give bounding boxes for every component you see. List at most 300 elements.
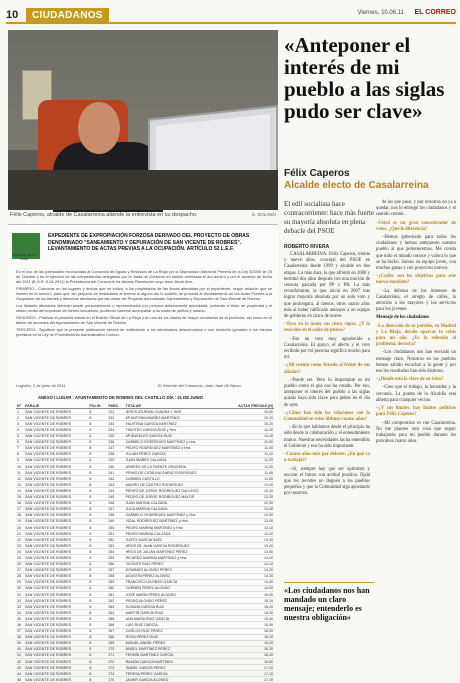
table-cell: 21: [16, 531, 24, 537]
table-cell: 239: [107, 457, 124, 463]
table-cell: 43: [16, 665, 24, 671]
table-cell: HROS DE JULIÁN MARTÍNEZ PÉREZ: [125, 549, 225, 555]
table-cell: 8: [88, 439, 107, 445]
table-cell: RICARDO MARINA MARTÍNEZ y Hns: [125, 555, 225, 561]
table-cell: SAN VICENTE DE ROBRES: [24, 665, 88, 671]
table-cell: SAN VICENTE DE ROBRES: [24, 494, 88, 500]
article-paragraph: –En lo que hablamos desde el principio ha sido desde la colaboración y el entendimiento mutuo. Nuestras necesidades las ha entendido el Gobierno y eso ha sido importante.: [284, 425, 370, 449]
table-cell: 8: [88, 482, 107, 488]
table-cell: 8: [88, 512, 107, 518]
table-cell: 257: [107, 567, 124, 573]
table-cell: JUSTO GARCÍA SAEZ: [125, 537, 225, 543]
table-cell: 16,50: [225, 659, 274, 665]
table-cell: 232: [107, 415, 124, 421]
table-cell: 8: [88, 488, 107, 494]
table-cell: 250: [107, 524, 124, 530]
table-cell: 8: [88, 409, 107, 415]
table-cell: 16,30: [225, 646, 274, 652]
table-cell: AGUSTÍN PÉREZ ALONSO: [125, 573, 225, 579]
article-paragraph: –Hemos gobernado para todos los ciudadanos y hemos antepuesto nuestro pueblo al que pertenecemos. Me consta que todo el mundo conoce y valora lo que se ha hecho. Somos un equipo joven, con muchas ganas y con proyectos nuevos.: [376, 235, 456, 272]
table-cell: 8: [88, 464, 107, 470]
table-cell: SAN VICENTE DE ROBRES: [24, 652, 88, 658]
table-header-cell: ACTAS PREVIAS (H): [225, 403, 274, 409]
table-cell: 260: [107, 585, 124, 591]
table-cell: RAMÓN GARCÍA MARTÍNEZ: [125, 659, 225, 665]
table-cell: DOMINGO ALONSO PÉREZ: [125, 567, 225, 573]
table-cell: 17: [16, 506, 24, 512]
table-cell: SAN VICENTE DE ROBRES: [24, 567, 88, 573]
table-cell: 10,00: [225, 409, 274, 415]
table-cell: ROSA PÉREZ RUIZ: [125, 634, 225, 640]
table-cell: SAN VICENTE DE ROBRES: [24, 659, 88, 665]
table-cell: SAN VICENTE DE ROBRES: [24, 470, 88, 476]
table-cell: 8: [88, 537, 107, 543]
table-cell: 8: [88, 598, 107, 604]
table-cell: 13,50: [225, 549, 274, 555]
table-cell: 34: [16, 610, 24, 616]
notice-paragraph: En el uso de las potestades reconocidas al Consorcio de Aguas y Residuos de La Rioja por la Disposición Adicional Primera de la Ley 5/2000 de 25 de Octubre y en el ejercicio de las competencias delegadas por la Junta de Gobierno en sesión celebrada el día tercero y por el acuerdo de fecha del 2011 (B.O.R. 5-04-2011) la Presidencia del Consorcio ha dictado Resolución cuyo tenor literal dice:: [16, 269, 272, 284]
table-cell: 31: [16, 592, 24, 598]
table-cell: LUIS RUIZ GARCÍA: [125, 622, 225, 628]
table-cell: 16,10: [225, 634, 274, 640]
table-cell: SAN VICENTE DE ROBRES: [24, 579, 88, 585]
table-cell: SUSANA GARCÍA RUIZ: [125, 604, 225, 610]
table-cell: 255: [107, 555, 124, 561]
table-cell: 8: [88, 573, 107, 579]
table-cell: 13,00: [225, 518, 274, 524]
table-cell: 8: [88, 415, 107, 421]
table-cell: JULIÁN PÉREZ GARCÍA: [125, 451, 225, 457]
table-cell: JUAN IBAÑEZ CALZADA: [125, 457, 225, 463]
table-cell: MAURO DE CASTRO RODRÍGUEZ: [125, 482, 225, 488]
table-cell: 15,00: [225, 592, 274, 598]
table-cell: 44: [16, 671, 24, 677]
office-desk: [8, 170, 278, 210]
table-cell: FAUSTINA GARCÍA MARTÍNEZ: [125, 421, 225, 427]
table-cell: 14,30: [225, 573, 274, 579]
table-cell: 32: [16, 598, 24, 604]
table-cell: FRANCISCO ALONSO GARCÍA: [125, 579, 225, 585]
table-cell: 8: [88, 671, 107, 677]
table-cell: 38: [16, 634, 24, 640]
table-cell: Mª ÁNGELES GARCÍA RUIZ: [125, 433, 225, 439]
headline-quote: «Anteponer el interés de mi pueblo a las siglas pudo ser clave»: [284, 33, 445, 123]
table-cell: SAN VICENTE DE ROBRES: [24, 518, 88, 524]
table-cell: 37: [16, 628, 24, 634]
table-cell: 39: [16, 640, 24, 646]
table-cell: 13,20: [225, 531, 274, 537]
table-cell: 26: [16, 561, 24, 567]
table-cell: 30: [16, 585, 24, 591]
article-column-2: [284, 252, 370, 576]
table-cell: TERESA PÉREZ GARCÍA: [125, 671, 225, 677]
table-cell: JAVIER GARCÍA ALONSO: [125, 677, 225, 683]
table-cell: SAN VICENTE DE ROBRES: [24, 610, 88, 616]
article-paragraph: –Sí, siempre hay que ser optimista y encarar el futuro con actitud positiva. Ojalá que los recortes no lleguen a los pueblos pequeños y que la Comunidad siga apostando por nosotros.: [284, 466, 370, 497]
masthead-logo: EL CORREO: [414, 9, 456, 16]
table-cell: SAN VICENTE DE ROBRES: [24, 634, 88, 640]
table-cell: 45: [16, 677, 24, 683]
table-cell: SAN VICENTE DE ROBRES: [24, 549, 88, 555]
table-cell: 10,10: [225, 415, 274, 421]
table-cell: 261: [107, 592, 124, 598]
table-cell: CARMEN PÉREZ ALONSO: [125, 585, 225, 591]
table-cell: 17,00: [225, 665, 274, 671]
table-cell: SAN VICENTE DE ROBRES: [24, 421, 88, 427]
article-subhead: Mensaje de los ciudadanos: [376, 315, 430, 321]
table-cell: HROS DE JUAN GARCÍA RODRÍGUEZ: [125, 543, 225, 549]
table-cell: SAN VICENTE DE ROBRES: [24, 598, 88, 604]
table-cell: 42: [16, 659, 24, 665]
table-cell: 244: [107, 488, 124, 494]
interview-question: –¿Y sus límites, hay límites políticos para Félix Caperos?: [376, 406, 456, 418]
table-cell: 245: [107, 494, 124, 500]
table-cell: PRIMO DE CATALINA SAENZ RODRÍGUEZ: [125, 470, 225, 476]
table-cell: 35: [16, 616, 24, 622]
table-cell: JUAN MARINA CALZADA: [125, 500, 225, 506]
table-cell: 41: [16, 652, 24, 658]
table-cell: 11,20: [225, 457, 274, 463]
table-cell: 15,50: [225, 622, 274, 628]
table-cell: 273: [107, 665, 124, 671]
table-header-cell: Nº: [16, 403, 24, 409]
interview-question: –Tuvo en la mano sus cinco vigías. ¿Y la reacción en el salón de plenos?: [284, 322, 370, 334]
table-cell: MARTÍN GARCÍA RUIZ: [125, 610, 225, 616]
table-cell: 15,30: [225, 610, 274, 616]
table-cell: SAN VICENTE DE ROBRES: [24, 482, 88, 488]
table-header-cell: TITULAR: [125, 403, 225, 409]
properties-table: [16, 403, 274, 683]
table-cell: 8: [88, 457, 107, 463]
table-cell: 8: [88, 585, 107, 591]
table-cell: 11,40: [225, 470, 274, 476]
table-cell: 8: [88, 592, 107, 598]
table-cell: MIGUEL ÁNGEL PÉREZ: [125, 640, 225, 646]
table-cell: 10: [16, 464, 24, 470]
table-cell: 11,00: [225, 445, 274, 451]
interview-question: –Cuatro años más por delante. ¿En qué va a trabajar?: [284, 452, 370, 464]
table-cell: CARMELO RODRÍGUEZ MARTÍNEZ y Hns: [125, 512, 225, 518]
page-header: [6, 8, 456, 24]
interview-question: –¿Dónde está la clave de su éxito?: [376, 377, 444, 383]
table-cell: 274: [107, 671, 124, 677]
table-cell: SAN VICENTE DE ROBRES: [24, 524, 88, 530]
table-cell: 8: [88, 677, 107, 683]
table-cell: PEDRO ALONSO PÉREZ: [125, 598, 225, 604]
table-cell: SAN VICENTE DE ROBRES: [24, 622, 88, 628]
table-cell: 233: [107, 421, 124, 427]
article-paragraph: –Creo que el trabajo, la honradez y la cercanía. La puerta de la Alcaldía está abierta para cualquier vecino.: [376, 385, 456, 403]
article-paragraph: –Fue un voto muy agradecido a Casalarreina. El apoyo, el afecto y el voto recibido por mi persona significa mucho para mí.: [284, 336, 370, 361]
table-cell: 8: [88, 445, 107, 451]
notice-paragraph: TERCERO.- Significar que la presente publicación servirá de notificación a los interesados desconocidos o con domicilio ignorado a los efectos previstos en la Ley de Procedimiento Administrativo Común.: [16, 327, 272, 337]
table-cell: ÁNGEL MARTÍNEZ PÉREZ: [125, 646, 225, 652]
table-cell: 8: [88, 500, 107, 506]
table-row: [16, 677, 274, 683]
pull-quote: «Los ciudadanos nos han mandado un claro mensaje; entenderlo es nuestra obligación»: [284, 582, 374, 622]
table-cell: 29: [16, 579, 24, 585]
table-cell: 238: [107, 451, 124, 457]
table-cell: SAN VICENTE DE ROBRES: [24, 427, 88, 433]
table-cell: 8: [88, 561, 107, 567]
table-header-cell: PARAJE: [24, 403, 88, 409]
table-cell: 16,40: [225, 652, 274, 658]
table-cell: 15: [16, 494, 24, 500]
table-cell: PEDRO MARINA CALZADA: [125, 531, 225, 537]
table-cell: 256: [107, 561, 124, 567]
table-cell: 28: [16, 573, 24, 579]
interview-question: –¿Mi cuenta como Arnedo al frente de sus aliados?: [284, 363, 370, 375]
table-cell: SAN VICENTE DE ROBRES: [24, 628, 88, 634]
notice-signature: El Gerente del Consorcio, Juan José Gil Barco: [158, 383, 241, 388]
table-cell: 237: [107, 445, 124, 451]
article-paragraph: de las que puso, y por nosotros no ya a quedar, nos lo entregó los ciudadanos y el sentido común.: [376, 200, 456, 218]
table-cell: 8: [88, 421, 107, 427]
table-cell: SAN VICENTE DE ROBRES: [24, 677, 88, 683]
table-cell: SAN VICENTE DE ROBRES: [24, 604, 88, 610]
table-cell: JULIA MARINA CALZADA: [125, 506, 225, 512]
table-cell: 16,00: [225, 628, 274, 634]
table-cell: Mª ANTONIA IBAÑEZ MARTÍNEZ: [125, 415, 225, 421]
table-cell: 246: [107, 500, 124, 506]
table-cell: SAN VICENTE DE ROBRES: [24, 646, 88, 652]
table-cell: 266: [107, 622, 124, 628]
table-cell: SAN VICENTE DE ROBRES: [24, 500, 88, 506]
table-cell: SAN VICENTE DE ROBRES: [24, 476, 88, 482]
table-cell: 231: [107, 409, 124, 415]
table-cell: 12,30: [225, 500, 274, 506]
table-cell: 10,50: [225, 439, 274, 445]
table-cell: 11,30: [225, 464, 274, 470]
table-cell: SAN VICENTE DE ROBRES: [24, 543, 88, 549]
table-cell: 27: [16, 567, 24, 573]
table-cell: 17,20: [225, 677, 274, 683]
table-cell: 8: [88, 531, 107, 537]
table-cell: 8: [88, 634, 107, 640]
table-cell: CARMEN CASTILLO: [125, 476, 225, 482]
table-cell: 12: [16, 476, 24, 482]
table-cell: SAN VICENTE DE ROBRES: [24, 555, 88, 561]
table-cell: 8: [88, 567, 107, 573]
table-cell: 2: [16, 415, 24, 421]
table-cell: 5: [16, 433, 24, 439]
table-cell: 8: [88, 494, 107, 500]
table-cell: 4: [16, 427, 24, 433]
table-cell: 241: [107, 470, 124, 476]
table-cell: 12,40: [225, 506, 274, 512]
table-cell: 8: [88, 610, 107, 616]
table-cell: 17,10: [225, 671, 274, 677]
table-cell: 8: [88, 543, 107, 549]
table-cell: 11,10: [225, 451, 274, 457]
notice-paragraph: SEGUNDO.- Publicar el presente edicto en el Boletín Oficial de La Rioja y en uno de los diarios de mayor circulación de la provincia, así como en el tablón de anuncios del Ayuntamiento de San Vicente de Robres.: [16, 315, 272, 325]
table-cell: SAN VICENTE DE ROBRES: [24, 445, 88, 451]
table-cell: PEDRO DE JORGE RODRÍGUEZ GALLEGO: [125, 488, 225, 494]
photo-caption: Félix Caperos, alcalde de Casalarreina atiende la entrevista en su despacho.: [10, 212, 198, 218]
table-cell: 264: [107, 610, 124, 616]
table-cell: 10,40: [225, 433, 274, 439]
interview-question: –¿Cuáles son los objetivos para este nuevo mandato?: [376, 274, 456, 286]
table-cell: 243: [107, 482, 124, 488]
table-header-cell: PARC.: [107, 403, 124, 409]
table-cell: 253: [107, 543, 124, 549]
interview-question: –¿Cómo han sido las relaciones con la Comunidad en estos últimos cuatro años?: [284, 410, 370, 423]
notice-paragraph: Los titulares afectados deberán acudir personalmente o representados por persona debidamente autorizada, portando el título de propiedad y el último recibo del impuesto de bienes inmuebles, pudiendo hacerse acompañar a su costa de peritos y notario.: [16, 303, 272, 313]
table-cell: 8: [88, 451, 107, 457]
table-cell: 1: [16, 409, 24, 415]
table-cell: SAN VICENTE DE ROBRES: [24, 409, 88, 415]
interview-photo: [8, 30, 278, 210]
table-cell: CARLOS RUIZ PÉREZ: [125, 628, 225, 634]
section-label: CIUDADANOS: [26, 8, 109, 23]
table-cell: 262: [107, 598, 124, 604]
table-cell: VIDAL RODRÍGUEZ MARTÍNEZ y Hns: [125, 518, 225, 524]
table-cell: ANA MARÍA RUIZ GARCÍA: [125, 616, 225, 622]
table-cell: 15,20: [225, 604, 274, 610]
table-cell: 252: [107, 537, 124, 543]
author-byline: ROBERTO RIVERA: [284, 244, 330, 250]
table-cell: 8: [88, 652, 107, 658]
table-cell: 275: [107, 677, 124, 683]
table-cell: 6: [16, 439, 24, 445]
table-cell: 36: [16, 622, 24, 628]
interviewee-role: Alcalde electo de Casalarreina: [284, 180, 429, 191]
table-cell: SAN VICENTE DE ROBRES: [24, 512, 88, 518]
photo-credit: S. SOLANO: [251, 212, 276, 217]
table-cell: 8: [88, 476, 107, 482]
table-cell: 25: [16, 555, 24, 561]
table-cell: 234: [107, 427, 124, 433]
table-cell: 248: [107, 512, 124, 518]
table-cell: 15,40: [225, 616, 274, 622]
table-cell: 12,20: [225, 494, 274, 500]
table-cell: 16: [16, 500, 24, 506]
table-cell: 8: [88, 665, 107, 671]
table-cell: 12,00: [225, 482, 274, 488]
notice-paragraph: PRIMERO.- Convocar en los lugares y fechas que se indica, a los propietarios de las fincas afectadas por el expediente, según relación que se inserta en el anexo I, para que, sin perjuicio de trasladarse al terreno si alguno así lo solicita, se proceda al levantamiento de las Actas Previas a la Ocupación de los bienes y derechos afectados por las obras del Proyecto denominado Saneamiento y Depuración de San Vicente de Robres.: [16, 286, 272, 301]
table-cell: 14,10: [225, 561, 274, 567]
article-paragraph: –Puede ser. Pero lo importante es mi pueblo como el que nos ha votado. Por eso, anteponer el interés del pueblo a las siglas quizás haya sido clave para pelear en el día de ayer.: [284, 377, 370, 408]
table-cell: 8: [88, 549, 107, 555]
interview-question: –Usted es un gran concentrador de votos. ¿Qué le diferencia?: [376, 220, 456, 232]
table-cell: 8: [88, 506, 107, 512]
table-cell: 19: [16, 518, 24, 524]
table-cell: ISABEL GARCÍA PÉREZ: [125, 665, 225, 671]
table-cell: 8: [16, 451, 24, 457]
table-cell: 14,50: [225, 585, 274, 591]
table-cell: 20: [16, 524, 24, 530]
article-paragraph: –Los ciudadanos nos han enviado un mensaje claro. Nosotros en los pueblos hemos sabido escuchar a la gente y por eso los resultados han sido distintos.: [376, 350, 456, 375]
table-cell: TIMOTEO GARCÍA RUIZ y Hns: [125, 427, 225, 433]
table-cell: 259: [107, 579, 124, 585]
table-cell: 8: [88, 659, 107, 665]
table-cell: 9: [16, 457, 24, 463]
article-paragraph: –Mi compromiso es con Casalarreina. No me planteo otra cosa que seguir trabajando para mi pueblo durante los próximos cuatro años.: [376, 420, 456, 445]
table-cell: 12,50: [225, 512, 274, 518]
table-cell: SAN VICENTE DE ROBRES: [24, 439, 88, 445]
notice-place-date: Logroño, 2 de junio de 2011: [16, 383, 66, 388]
table-cell: 267: [107, 628, 124, 634]
table-cell: 271: [107, 652, 124, 658]
table-cell: 11,50: [225, 476, 274, 482]
table-cell: 8: [88, 616, 107, 622]
table-cell: SAN VICENTE DE ROBRES: [24, 415, 88, 421]
publication-date: Viernes, 10.06.11: [357, 10, 404, 16]
table-cell: 8: [88, 622, 107, 628]
table-cell: JESÚS ATURAIN CUADRA Y HNS: [125, 409, 225, 415]
table-cell: SAN VICENTE DE ROBRES: [24, 592, 88, 598]
notice-title: EXPEDIENTE DE EXPROPIACIÓN FORZOSA DERIVADO DEL PROYECTO DE OBRAS DENOMINADO "SANEAMIENTO Y DEPURACIÓN DE SAN VICENTE DE ROBRES". LEVANTAMIENTO DE ACTAS PREVIAS A LA OCUPACIÓN. ARTÍCULO 52 L.E.F.: [48, 233, 250, 252]
table-cell: 8: [88, 604, 107, 610]
table-cell: 249: [107, 518, 124, 524]
table-cell: SAN VICENTE DE ROBRES: [24, 451, 88, 457]
table-cell: CARMELO RODRÍGUEZ MARTÍNEZ y Hns: [125, 439, 225, 445]
table-cell: 269: [107, 640, 124, 646]
table-cell: 15,10: [225, 598, 274, 604]
table-cell: 10,30: [225, 427, 274, 433]
table-cell: 242: [107, 476, 124, 482]
table-cell: 272: [107, 659, 124, 665]
table-cell: SAN VICENTE DE ROBRES: [24, 433, 88, 439]
table-cell: 236: [107, 439, 124, 445]
official-notice: [8, 224, 278, 682]
table-cell: 33: [16, 604, 24, 610]
table-cell: PEDRO MARINA MARTÍNEZ y Hns: [125, 524, 225, 530]
table-cell: 263: [107, 604, 124, 610]
page-number: 10: [6, 9, 19, 21]
table-cell: 8: [88, 524, 107, 530]
table-cell: 16,20: [225, 640, 274, 646]
table-cell: PEDRO DE JORGE RODRÍGUEZ MAYOR: [125, 494, 225, 500]
table-cell: SAN VICENTE DE ROBRES: [24, 506, 88, 512]
person-head: [78, 102, 120, 154]
table-cell: 11: [16, 470, 24, 476]
table-cell: 254: [107, 549, 124, 555]
table-cell: 3: [16, 421, 24, 427]
table-cell: SAN VICENTE DE ROBRES: [24, 671, 88, 677]
article-column-3: [376, 200, 456, 636]
table-cell: SAN VICENTE DE ROBRES: [24, 616, 88, 622]
table-cell: ANDRÉS DE LA FUENTE GRAGERA: [125, 464, 225, 470]
interview-question: –La dirección de su partido, en Madrid y La Rioja, decide aparcar la crisis para un año. ¿Es la solución al problema, decisiva?: [376, 323, 456, 348]
table-cell: SAN VICENTE DE ROBRES: [24, 561, 88, 567]
table-cell: 14,00: [225, 555, 274, 561]
table-cell: SAN VICENTE DE ROBRES: [24, 640, 88, 646]
table-cell: 240: [107, 464, 124, 470]
table-cell: SAN VICENTE DE ROBRES: [24, 531, 88, 537]
article-paragraph: –La defensa de los intereses de Casalarreina, el arreglo de calles, la atención a los mayores y los servicios para los jóvenes.: [376, 288, 456, 313]
table-cell: 270: [107, 646, 124, 652]
table-cell: 24: [16, 549, 24, 555]
table-cell: 14,20: [225, 567, 274, 573]
table-cell: SAN VICENTE DE ROBRES: [24, 464, 88, 470]
table-cell: 40: [16, 646, 24, 652]
table-cell: 251: [107, 531, 124, 537]
table-cell: 23: [16, 543, 24, 549]
table-cell: 13: [16, 482, 24, 488]
table-cell: PEDRO RODRÍGUEZ MARTÍNEZ y Hns: [125, 445, 225, 451]
article-paragraph: CASALARREINA. Félix Caperos, treinta y nueve años, concejal del PSOE en Casalarreina desde 1999 y alcalde en dos etapas. La más dura, la que afrontó en 2000 y terminó dos años después con una moción de censura pactada por PP y PR. La más reconfortante, la que inició en 2007 tras lograr mayoría absoluta por un solo voto y que prolongará, al menos, otros cuatro años más al haber ratificado anteayer a un equipo de gobierno en cinco de nueve.: [284, 252, 370, 320]
table-cell: 8: [88, 579, 107, 585]
table-cell: SAN VICENTE DE ROBRES: [24, 537, 88, 543]
government-logo-text: Gobierno de La Rioja: [11, 253, 37, 261]
table-cell: SAN VICENTE DE ROBRES: [24, 457, 88, 463]
table-cell: 8: [88, 433, 107, 439]
table-cell: 247: [107, 506, 124, 512]
table-cell: FERMÍN MARTÍNEZ GARCÍA: [125, 652, 225, 658]
table-cell: 14: [16, 488, 24, 494]
table-cell: 14,40: [225, 579, 274, 585]
